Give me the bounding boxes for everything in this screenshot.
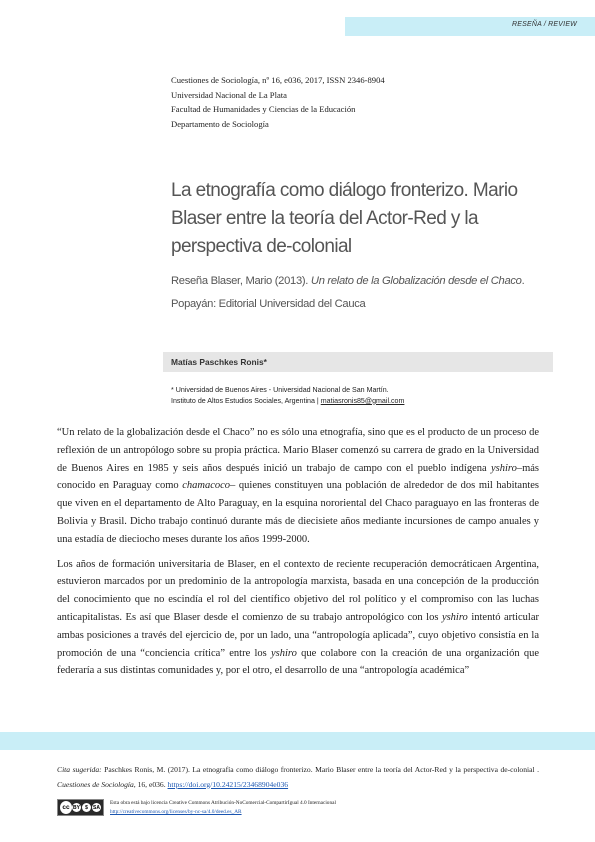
affiliation-line [171,396,404,407]
subtitle-book-title: Un relato de la Globalización desde el Chaco [310,275,522,287]
affiliation-institute: Instituto de Altos Estudios Sociales, Argentina | [171,396,321,405]
by-icon: BY [73,804,80,811]
cc-license-badge[interactable] [57,799,104,816]
journal-line: Facultad de Humanidades y Ciencias de la Educación [171,104,356,115]
paragraph-text: “Un relato de la globalización desde el Chaco” no es sólo una etnografía, sino que es el producto de un proceso de reflexión de un antropólogo sobre su propia práctica. Mario Blaser comenzó su carrera de grado en la Universidad de Buenos Aires en 1985 y seis años después inició un trabajo de campo con el pueblo indígena [57,427,539,474]
footer-band [0,732,595,750]
article-title: La etnografía como diálogo fronterizo. Mario Blaser entre la teoría del Actor-Red y la perspectiva de-colonial [171,180,518,257]
author-affiliation [171,385,404,406]
citation-label: Cita sugerida: [57,765,102,774]
section-label: RESEÑA / REVIEW [512,21,577,28]
license-url-link[interactable]: http://creativecommons.org/licenses/by-nc-sa/4.0/deed.es_AR [110,809,242,815]
author-name: Matías Paschkes Ronis* [171,357,267,367]
paragraph-text: intentó articular ambas posiciones a través del ejercicio de, por un lado, una “antropología aplicada”, cuyo objetivo consistía en la promoción de una “conciencia crítica” entre los [57,611,539,659]
italic-term: yshiro [441,611,468,623]
citation-issue: , 16, e036. [133,779,168,789]
citation-text: Paschkes Ronis, M. (2017). La etnografía como diálogo fronterizo. Mario Blaser entre la teoría del Actor-Red y la perspectiva de-colonial . [101,765,539,774]
journal-line: Universidad Nacional de La Plata [171,89,287,100]
paragraph-text: – quienes constituyen una población de alrededor de dos mil habitantes que viven en el departamento de Alto Paraguay, en la esquina nororiental del Chaco paraguayo en las fronteras de Bolivia y Brasil. Dicho trabajo continuó durante más de diecisiete años mediante incursiones de campo anuales y una estadía de dieciocho meses durante los años 1999-2000. [57,480,540,545]
body-paragraph [57,556,539,681]
journal-line: Cuestiones de Sociología, nº 16, e036, 2017, ISSN 2346-8904 [171,75,385,85]
italic-term: chamacoco [182,480,231,492]
article-subtitle [171,270,551,316]
italic-term: yshiro [490,462,517,474]
article-body [57,424,539,687]
author-email-link[interactable]: matiasronis85@gmail.com [320,396,405,405]
subtitle-prefix: Reseña Blaser, Mario (2013). [171,275,311,287]
license-line: Esta obra está bajo licencia Creative Commons Atribución-NoComercial-CompartirIgual 4.0 Internacional [110,800,336,806]
journal-info [171,73,385,131]
paragraph-text: que colabore con la creación de una organización que federaría a sus distintas comunidades y, por el otro, el desarrollo de una “antropología académica” [57,647,539,677]
affiliation-line: * Universidad de Buenos Aires - Universidad Nacional de San Martín. [171,386,389,394]
italic-term: yshiro [271,647,297,659]
cc-icon: cc [60,801,72,814]
suggested-citation [57,763,539,792]
cc-terms-icons [72,803,101,812]
doi-link[interactable]: https://doi.org/10.24215/23468904e036 [167,779,289,789]
noncommercial-icon: $ [82,803,91,812]
paragraph-text: Los años de formación universitaria de Blaser, en el contexto de reciente recuperación democráticaen Argentina, estuvieron marcados por un predominio de la antropología marxista, basada en una concepción de la producción del conocimiento que no escindía el rol del científico objetivo del rol político y el compromiso con las luchas anticapitalistas. Es así que Blaser desde el comienzo de su trabajo antropológico con los [57,558,539,623]
section-label-band [345,17,595,36]
body-paragraph [57,424,539,549]
citation-journal: Cuestiones de Sociología [57,779,134,789]
subtitle-suffix: . Popayán: Editorial Universidad del Cauca [171,275,525,310]
journal-line: Departamento de Sociología [171,118,269,129]
author-band [163,352,553,372]
license-text [110,799,336,817]
sharealike-icon: SA [93,804,100,811]
paragraph-text: –más conocido en Paraguay como [57,462,539,492]
